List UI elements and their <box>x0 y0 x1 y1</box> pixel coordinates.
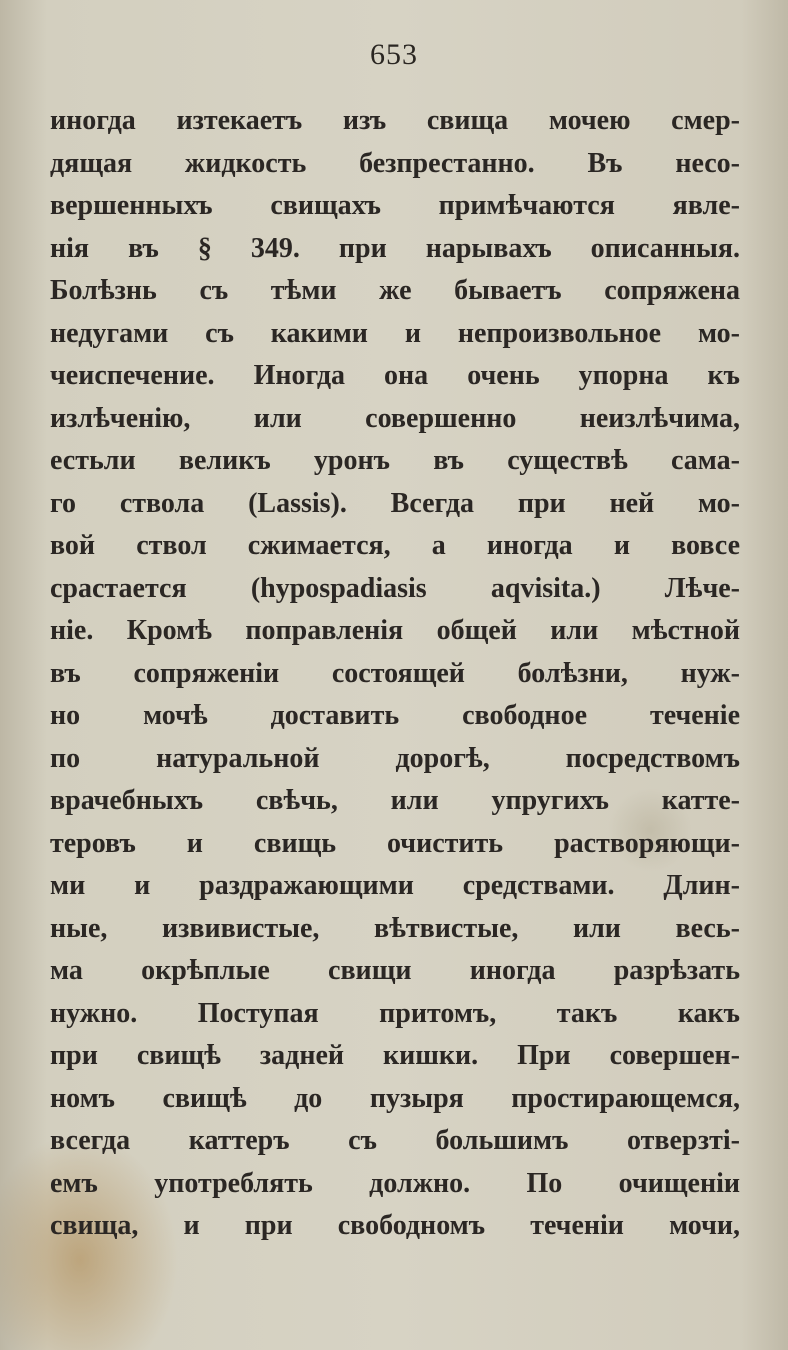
text-line: ма окрѣплые свищи иногда разрѣзать <box>50 955 740 986</box>
text-line: недугами съ какими и непроизвольное мо- <box>50 317 740 349</box>
text-line: по натуральной дорогѣ, посредствомъ <box>50 742 740 774</box>
text-line: теровъ и свищь очистить растворяющи- <box>50 827 740 859</box>
body-text <box>50 100 740 1248</box>
page-number: 653 <box>370 38 418 71</box>
text-line: ми и раздражающими средствами. Длин- <box>50 870 740 901</box>
text-line: но мочѣ доставить свободное теченіе <box>50 700 740 731</box>
text-line: срастается (hypospadiasis aqvisita.) Лѣче- <box>50 572 740 604</box>
text-line: чеиспечение. Иногда она очень упорна къ <box>50 360 740 391</box>
text-line: дящая жидкость безпрестанно. Въ несо- <box>50 147 740 179</box>
text-line: всегда каттеръ съ большимъ отверзті- <box>50 1125 740 1156</box>
text-line: нія въ § 349. при нарывахъ описанныя. <box>50 232 740 264</box>
text-line: Болѣзнь съ тѣми же бываетъ сопряжена <box>50 275 740 306</box>
text-line: естьли великъ уронъ въ существѣ сама- <box>50 445 740 476</box>
text-line: врачебныхъ свѣчь, или упругихъ катте- <box>50 785 740 816</box>
text-line: нужно. Поступая притомъ, такъ какъ <box>50 997 740 1029</box>
text-line: ніе. Кромѣ поправленія общей или мѣстной <box>50 615 740 646</box>
text-line: вершенныхъ свищахъ примѣчаются явле- <box>50 190 740 221</box>
text-line: излѣченію, или совершенно неизлѣчима, <box>50 402 740 434</box>
text-line: иногда изтекаетъ изъ свища мочею смер- <box>50 105 740 136</box>
text-line: номъ свищѣ до пузыря простирающемся, <box>50 1082 740 1114</box>
text-line: емъ употреблять должно. По очищеніи <box>50 1167 740 1199</box>
text-line: го ствола (Lassis). Всегда при ней мо- <box>50 487 740 519</box>
text-line: вой ствол сжимается, а иногда и вовсе <box>50 530 740 561</box>
text-line: свища, и при свободномъ теченіи мочи, <box>50 1210 740 1241</box>
text-line: въ сопряженіи состоящей болѣзни, нуж- <box>50 657 740 689</box>
text-line: ные, извивистые, вѣтвистые, или весь- <box>50 912 740 944</box>
text-line: при свищѣ задней кишки. При совершен- <box>50 1040 740 1071</box>
